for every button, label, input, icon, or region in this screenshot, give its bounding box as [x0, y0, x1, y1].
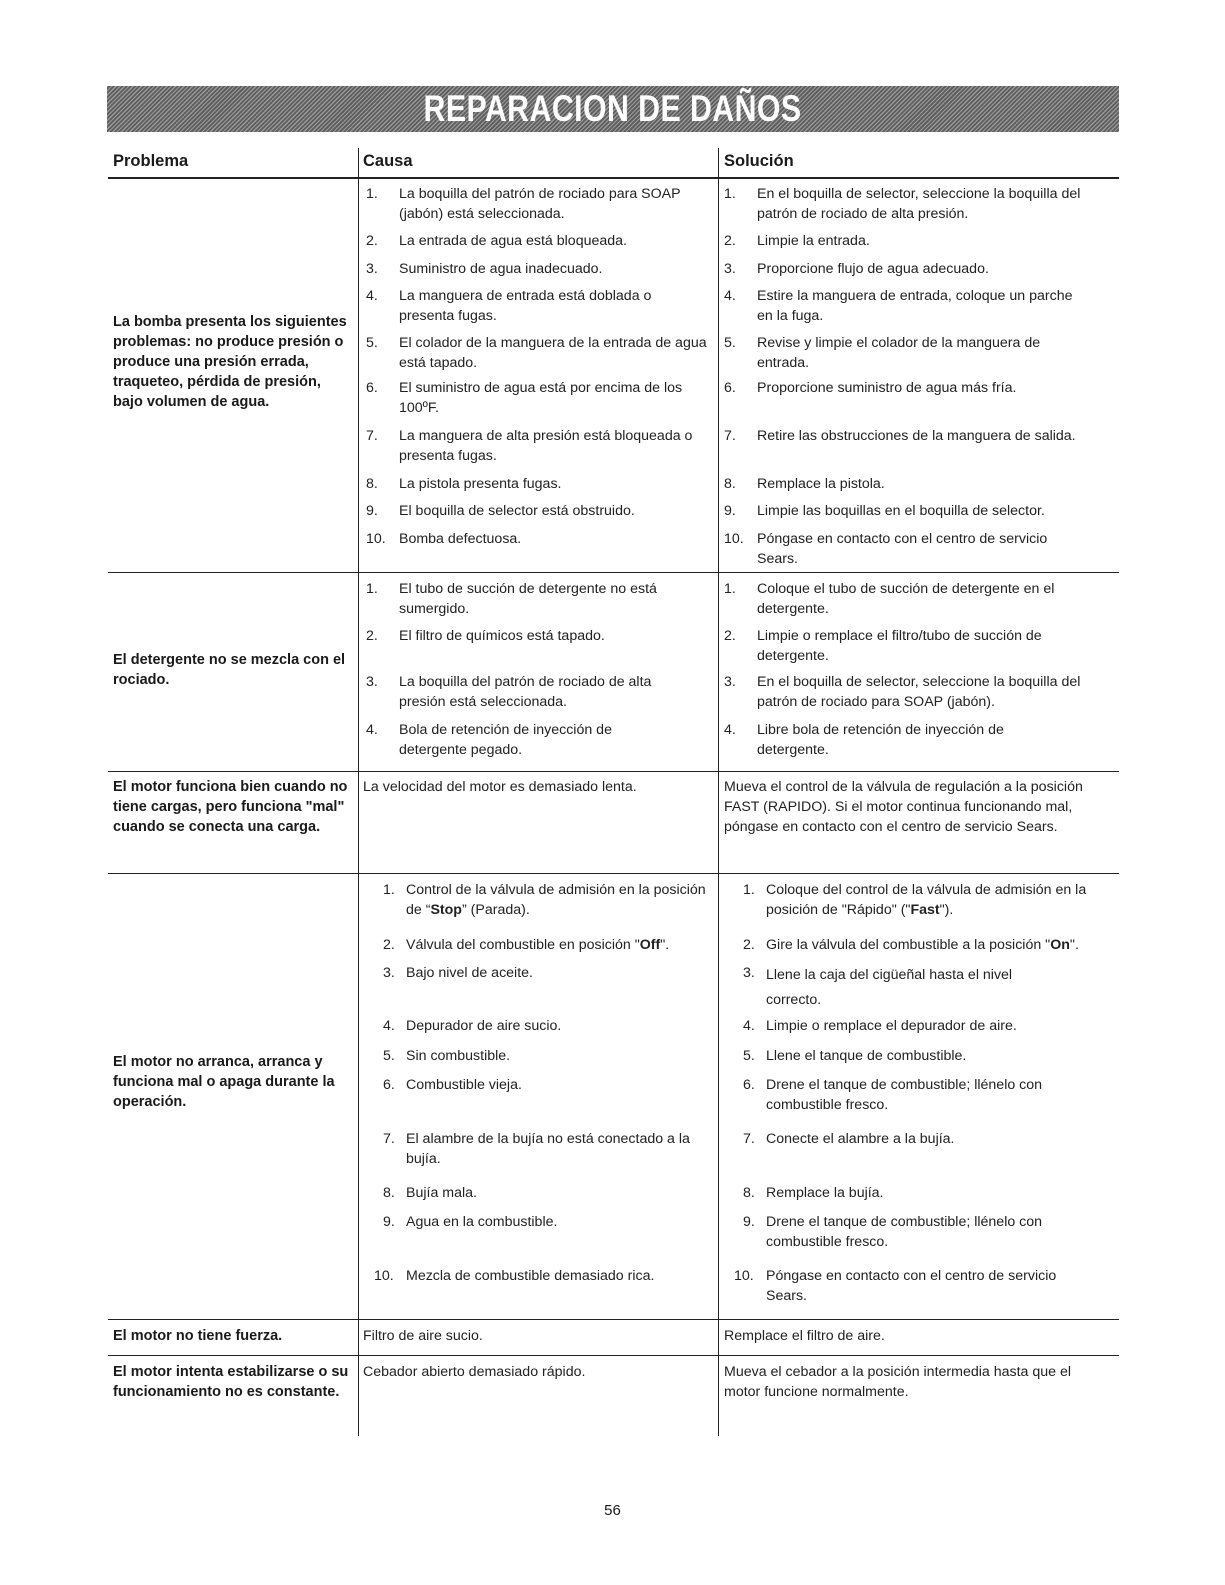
- problem-text: El motor no arranca, arranca y funciona mal o apaga durante la operación.: [113, 1054, 335, 1110]
- item-number: 7.: [383, 1131, 395, 1147]
- page-title: REPARACION DE DAÑOS: [423, 88, 803, 129]
- item-number: 9.: [724, 503, 736, 519]
- item-text: El filtro de químicos está tapado.: [399, 628, 605, 644]
- item-number: 2.: [366, 628, 378, 644]
- item-number: 4.: [724, 722, 736, 738]
- page-number: 56: [604, 1502, 621, 1519]
- item-number: 1.: [366, 186, 378, 202]
- item-text: Retire las obstrucciones de la manguera de salida.: [757, 428, 1076, 444]
- item-text: Llene el tanque de combustible.: [766, 1048, 967, 1064]
- item-number: 10.: [366, 531, 386, 547]
- item-number: 8.: [724, 476, 736, 492]
- item-text: Libre bola de retención de inyección de detergente.: [757, 722, 1004, 758]
- item-number: 1.: [724, 186, 736, 202]
- problem-text: El motor no tiene fuerza.: [113, 1328, 283, 1344]
- item-text: Sin combustible.: [406, 1048, 511, 1064]
- row-divider: [108, 771, 1119, 772]
- header-solution: Solución: [724, 152, 794, 170]
- item-number: 6.: [724, 380, 736, 396]
- problem-text: El detergente no se mezcla con el rociado.: [113, 652, 346, 688]
- item-number: 9.: [366, 503, 378, 519]
- solution-text: Mueva el cebador a la posición intermedia hasta que el motor funcione normalmente.: [724, 1364, 1072, 1400]
- item-number: 5.: [366, 335, 378, 351]
- item-text: Limpie la entrada.: [757, 233, 870, 249]
- item-number: 8.: [366, 476, 378, 492]
- item-text: Conecte el alambre a la bujía.: [766, 1131, 955, 1147]
- item-text: La boquilla del patrón de rociado de alta presión está seleccionada.: [399, 674, 652, 710]
- item-text: Remplace la pistola.: [757, 476, 885, 492]
- item-text: Válvula del combustible en posición "Off".: [406, 937, 670, 953]
- item-number: 3.: [743, 965, 755, 981]
- item-number: 5.: [383, 1048, 395, 1064]
- item-number: 10.: [734, 1268, 754, 1284]
- solution-text: Remplace el filtro de aire.: [724, 1328, 885, 1344]
- item-text: Gire la válvula del combustible a la posición "On".: [766, 937, 1079, 953]
- item-number: 5.: [724, 335, 736, 351]
- item-text: El boquilla de selector está obstruido.: [399, 503, 635, 519]
- item-text: Coloque del control de la válvula de admisión en la posición de "Rápido" ("Fast").: [766, 882, 1087, 918]
- item-text: Proporcione flujo de agua adecuado.: [757, 261, 989, 277]
- item-number: 6.: [366, 380, 378, 396]
- item-text: Llene la caja del cigüeñal hasta el nivel correcto.: [766, 967, 1013, 1008]
- cause-text: Cebador abierto demasiado rápido.: [363, 1364, 586, 1380]
- item-number: 7.: [366, 428, 378, 444]
- item-text: Bomba defectuosa.: [399, 531, 522, 547]
- item-text: Bola de retención de inyección de detergente pegado.: [399, 722, 612, 758]
- item-text: Suministro de agua inadecuado.: [399, 261, 603, 277]
- item-text: La boquilla del patrón de rociado para SOAP (jabón) está seleccionada.: [399, 186, 681, 222]
- item-text: Limpie o remplace el depurador de aire.: [766, 1018, 1017, 1034]
- item-number: 3.: [366, 674, 378, 690]
- item-number: 10.: [724, 531, 744, 547]
- item-number: 4.: [724, 288, 736, 304]
- title-banner: [107, 86, 1119, 132]
- cause-text: La velocidad del motor es demasiado lenta.: [363, 779, 637, 795]
- row-divider: [108, 1319, 1119, 1320]
- item-text: Bujía mala.: [406, 1185, 477, 1201]
- cause-text: Filtro de aire sucio.: [363, 1328, 483, 1344]
- column-divider-cause: [358, 148, 359, 1436]
- item-number: 3.: [724, 674, 736, 690]
- item-number: 2.: [383, 937, 395, 953]
- item-text: Control de la válvula de admisión en la posición de “Stop” (Parada).: [406, 882, 706, 918]
- row-divider: [108, 873, 1119, 874]
- item-number: 9.: [743, 1214, 755, 1230]
- item-number: 4.: [743, 1018, 755, 1034]
- item-number: 1.: [366, 581, 378, 597]
- column-divider-solution: [718, 148, 719, 1436]
- item-number: 6.: [743, 1077, 755, 1093]
- item-text: Depurador de aire sucio.: [406, 1018, 562, 1034]
- item-number: 9.: [383, 1214, 395, 1230]
- item-text: Estire la manguera de entrada, coloque un parche en la fuga.: [757, 288, 1073, 324]
- header-cause: Causa: [363, 152, 413, 170]
- row-divider: [108, 572, 1119, 573]
- item-number: 1.: [383, 882, 395, 898]
- item-number: 3.: [366, 261, 378, 277]
- item-number: 2.: [743, 937, 755, 953]
- item-text: En el boquilla de selector, seleccione la boquilla del patrón de rociado de alta presión.: [757, 186, 1081, 222]
- item-number: 5.: [743, 1048, 755, 1064]
- item-number: 10.: [374, 1268, 394, 1284]
- item-number: 6.: [383, 1077, 395, 1093]
- item-text: La entrada de agua está bloqueada.: [399, 233, 627, 249]
- header-problem: Problema: [113, 152, 189, 170]
- problem-text: La bomba presenta los siguientes problemas: no produce presión o produce una presión errada, traqueteo, pérdida de presión, bajo volumen de agua.: [113, 314, 347, 410]
- item-number: 4.: [366, 722, 378, 738]
- item-text: Combustible vieja.: [406, 1077, 522, 1093]
- header-divider: [108, 177, 1119, 179]
- item-text: Proporcione suministro de agua más fría.: [757, 380, 1017, 396]
- item-number: 1.: [724, 581, 736, 597]
- problem-text: El motor funciona bien cuando no tiene cargas, pero funciona "mal" cuando se conecta una carga.: [113, 779, 348, 835]
- item-text: Drene el tanque de combustible; llénelo con combustible fresco.: [766, 1214, 1043, 1250]
- item-number: 4.: [383, 1018, 395, 1034]
- item-number: 2.: [724, 233, 736, 249]
- item-text: El suministro de agua está por encima de los 100ºF.: [399, 380, 683, 416]
- item-text: Revise y limpie el colador de la manguera de entrada.: [757, 335, 1041, 371]
- item-text: Drene el tanque de combustible; llénelo con combustible fresco.: [766, 1077, 1043, 1113]
- item-text: La pistola presenta fugas.: [399, 476, 562, 492]
- item-text: Póngase en contacto con el centro de servicio Sears.: [757, 531, 1048, 567]
- item-number: 8.: [743, 1185, 755, 1201]
- item-text: En el boquilla de selector, seleccione la boquilla del patrón de rociado para SOAP (jabón).: [757, 674, 1081, 710]
- item-number: 7.: [724, 428, 736, 444]
- item-text: El tubo de succión de detergente no está sumergido.: [399, 581, 657, 617]
- item-text: Limpie las boquillas en el boquilla de selector.: [757, 503, 1045, 519]
- item-text: Bajo nivel de aceite.: [406, 965, 533, 981]
- row-divider: [108, 1355, 1119, 1356]
- item-text: Coloque el tubo de succión de detergente en el detergente.: [757, 581, 1055, 617]
- item-number: 2.: [724, 628, 736, 644]
- item-text: El colador de la manguera de la entrada de agua está tapado.: [399, 335, 707, 371]
- item-number: 2.: [366, 233, 378, 249]
- item-number: 3.: [383, 965, 395, 981]
- item-number: 4.: [366, 288, 378, 304]
- solution-text: Mueva el control de la válvula de regulación a la posición FAST (RAPIDO). Si el motor continua funcionando mal, póngase en contacto con el centro de servicio Sears.: [724, 779, 1083, 835]
- item-number: 3.: [724, 261, 736, 277]
- item-number: 8.: [383, 1185, 395, 1201]
- item-text: La manguera de entrada está doblada o presenta fugas.: [399, 288, 652, 324]
- item-text: Remplace la bujía.: [766, 1185, 884, 1201]
- item-text: La manguera de alta presión está bloqueada o presenta fugas.: [399, 428, 693, 464]
- item-text: El alambre de la bujía no está conectado a la bujía.: [406, 1131, 690, 1167]
- item-text: Mezcla de combustible demasiado rica.: [406, 1268, 655, 1284]
- item-text: Agua en la combustible.: [406, 1214, 558, 1230]
- item-number: 1.: [743, 882, 755, 898]
- item-number: 7.: [743, 1131, 755, 1147]
- item-text: Limpie o remplace el filtro/tubo de succión de detergente.: [757, 628, 1042, 664]
- problem-text: El motor intenta estabilizarse o su funcionamiento no es constante.: [113, 1364, 349, 1400]
- item-text: Póngase en contacto con el centro de servicio Sears.: [766, 1268, 1057, 1304]
